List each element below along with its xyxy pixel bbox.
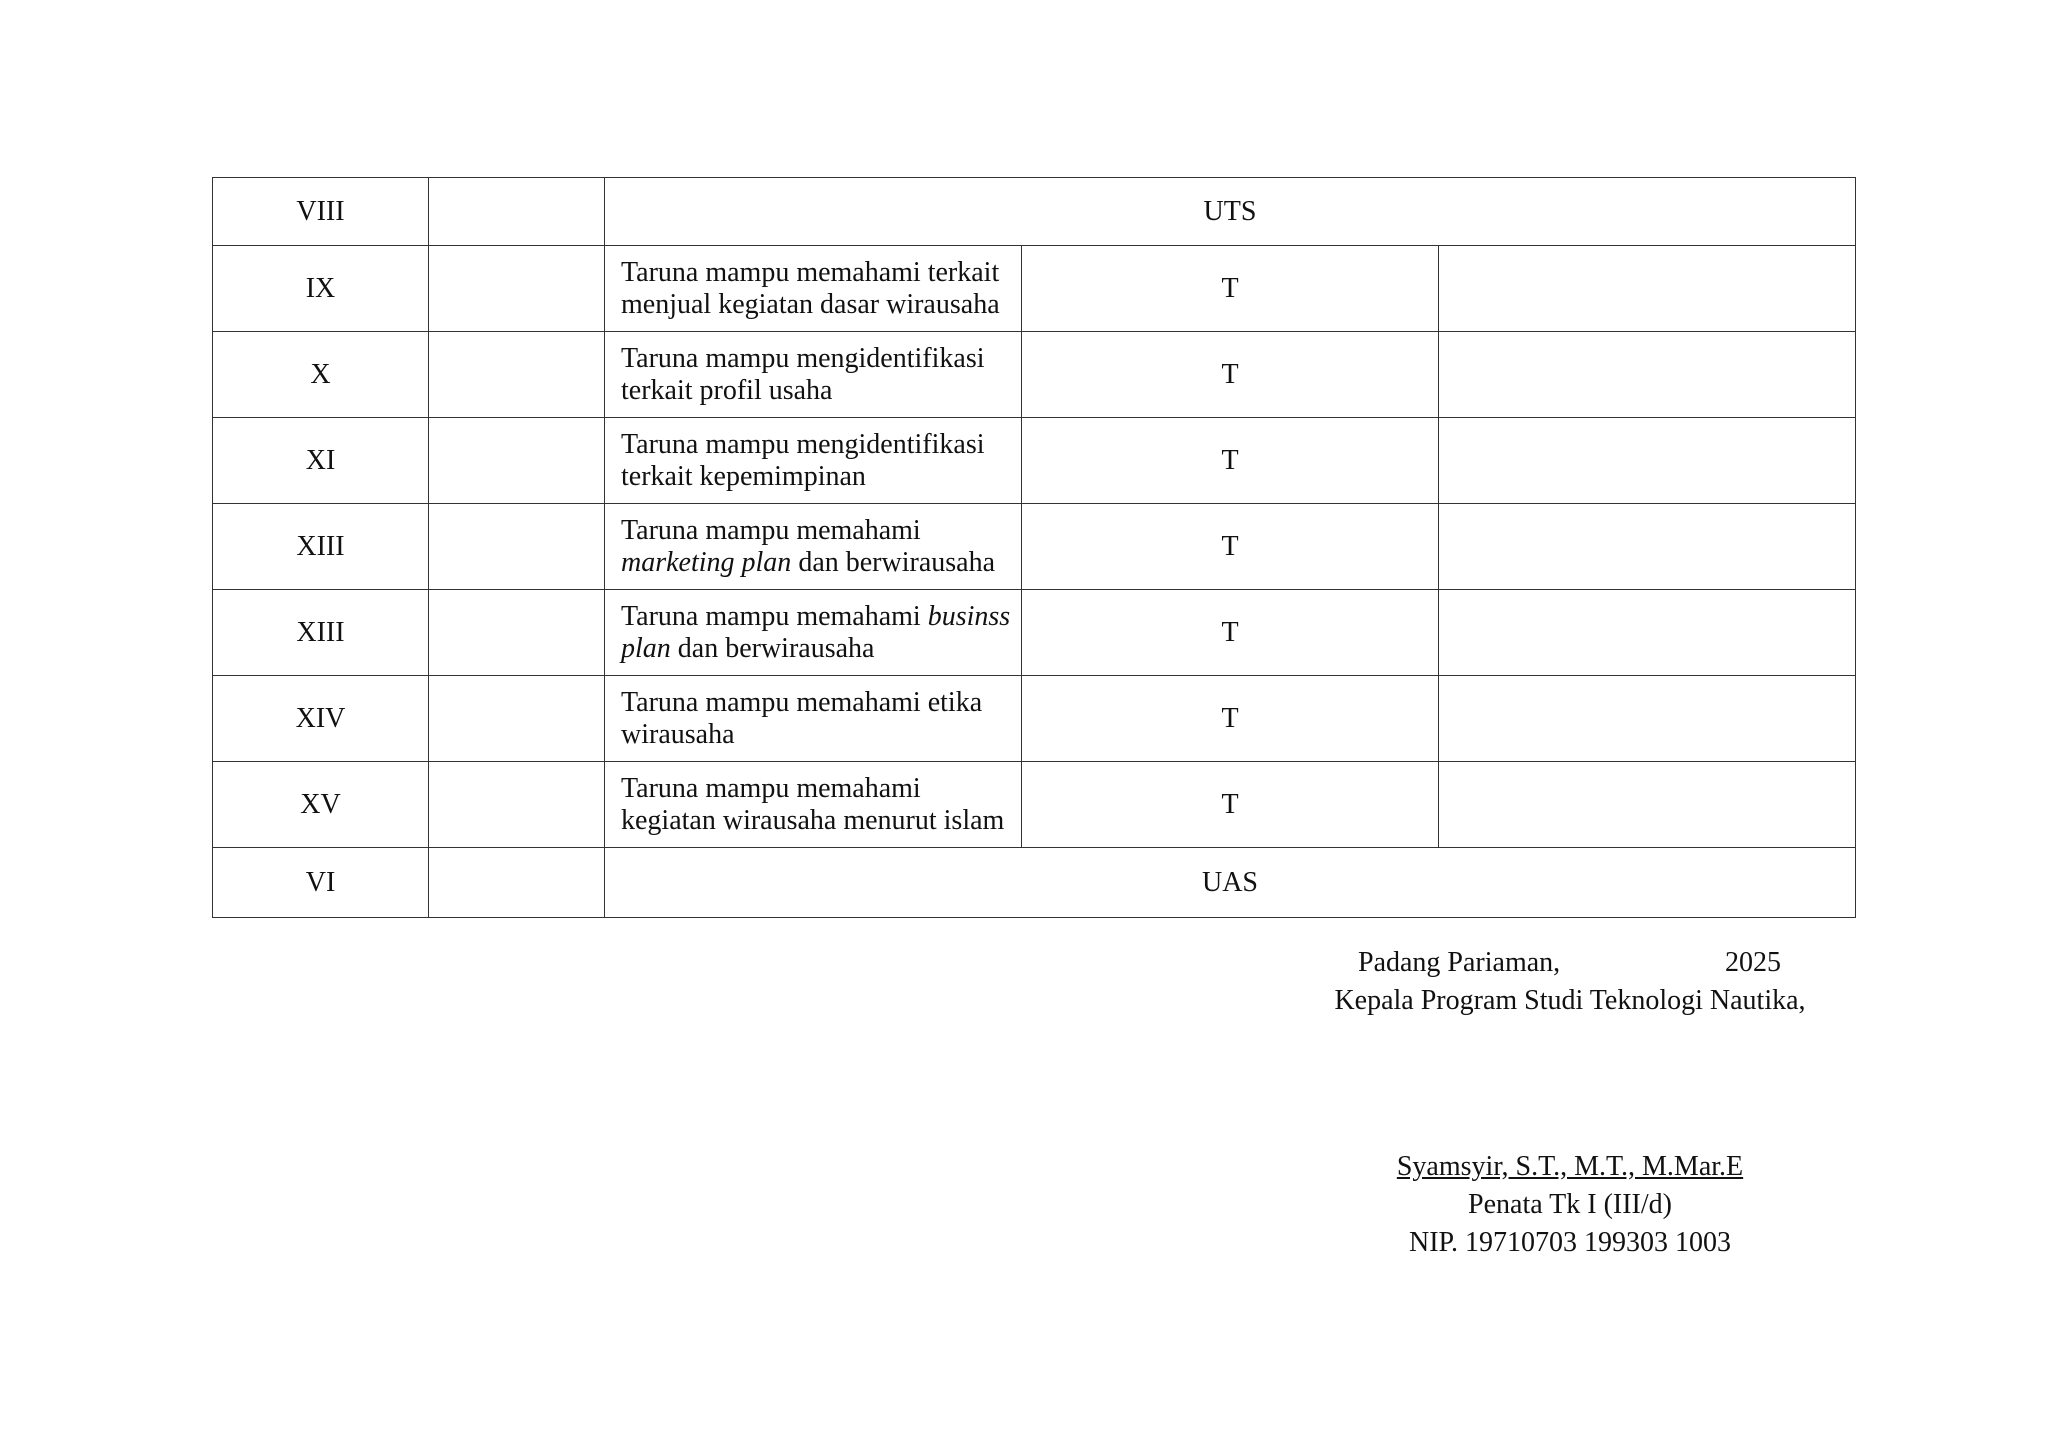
blank-cell bbox=[429, 418, 605, 504]
week-cell: VIII bbox=[213, 178, 429, 246]
week-cell: IX bbox=[213, 246, 429, 332]
type-cell: T bbox=[1022, 762, 1439, 848]
description-cell bbox=[605, 676, 1022, 762]
blank-cell bbox=[429, 848, 605, 918]
uas-label-cell: UAS bbox=[605, 848, 1856, 918]
signature-block bbox=[1240, 944, 1900, 1262]
week-cell: XI bbox=[213, 418, 429, 504]
table-row bbox=[213, 762, 1856, 848]
description-italic-term: marketing plan bbox=[621, 546, 792, 578]
description-cell bbox=[605, 504, 1022, 590]
week-cell: X bbox=[213, 332, 429, 418]
type-cell: T bbox=[1022, 676, 1439, 762]
description-text: Taruna mampu memahami bbox=[621, 514, 921, 546]
description-text: Taruna mampu memahami terkait menjual kegiatan dasar wirausaha bbox=[621, 256, 1000, 320]
description-cell bbox=[605, 418, 1022, 504]
empty-cell bbox=[1439, 504, 1856, 590]
uas-row bbox=[213, 848, 1856, 918]
description-text: Taruna mampu memahami bbox=[621, 600, 928, 632]
uts-label-cell: UTS bbox=[605, 178, 1856, 246]
type-cell: T bbox=[1022, 418, 1439, 504]
blank-cell bbox=[429, 762, 605, 848]
description-text: Taruna mampu memahami etika wirausaha bbox=[621, 686, 983, 750]
table-row bbox=[213, 590, 1856, 676]
place-date-line bbox=[1240, 944, 1900, 982]
description-cell bbox=[605, 762, 1022, 848]
type-cell: T bbox=[1022, 246, 1439, 332]
signatory-name: Syamsyir, S.T., M.T., M.Mar.E bbox=[1396, 1151, 1744, 1182]
signature-space bbox=[1240, 1020, 1900, 1148]
blank-cell bbox=[429, 178, 605, 246]
year-text: 2025 bbox=[1725, 947, 1781, 978]
signatory-nip: NIP. 19710703 199303 1003 bbox=[1408, 1227, 1731, 1258]
description-text: dan berwirausaha bbox=[670, 632, 875, 664]
schedule-table-body bbox=[213, 178, 1856, 918]
type-cell: T bbox=[1022, 332, 1439, 418]
description-italic-term: businss plan bbox=[621, 600, 1011, 664]
empty-cell bbox=[1439, 246, 1856, 332]
week-cell: XV bbox=[213, 762, 429, 848]
empty-cell bbox=[1439, 762, 1856, 848]
description-text: Taruna mampu mengidentifikasi terkait profil usaha bbox=[621, 342, 985, 406]
position-title: Kepala Program Studi Teknologi Nautika, bbox=[1334, 985, 1806, 1016]
description-text: Taruna mampu mengidentifikasi terkait kepemimpinan bbox=[621, 428, 985, 492]
schedule-table bbox=[212, 177, 1856, 918]
table-row bbox=[213, 332, 1856, 418]
week-cell: XIII bbox=[213, 504, 429, 590]
description-text: Taruna mampu memahami kegiatan wirausaha menurut islam bbox=[621, 772, 1005, 836]
blank-cell bbox=[429, 246, 605, 332]
description-cell bbox=[605, 590, 1022, 676]
empty-cell bbox=[1439, 676, 1856, 762]
blank-cell bbox=[429, 332, 605, 418]
uts-row bbox=[213, 178, 1856, 246]
blank-cell bbox=[429, 504, 605, 590]
blank-cell bbox=[429, 590, 605, 676]
blank-cell bbox=[429, 676, 605, 762]
empty-cell bbox=[1439, 590, 1856, 676]
week-cell: XIII bbox=[213, 590, 429, 676]
table-row bbox=[213, 418, 1856, 504]
empty-cell bbox=[1439, 332, 1856, 418]
type-cell: T bbox=[1022, 504, 1439, 590]
place-text: Padang Pariaman, bbox=[1358, 947, 1561, 978]
description-cell bbox=[605, 246, 1022, 332]
signatory-rank: Penata Tk I (III/d) bbox=[1468, 1189, 1672, 1220]
description-text: dan berwirausaha bbox=[791, 546, 995, 578]
table-row bbox=[213, 676, 1856, 762]
type-cell: T bbox=[1022, 590, 1439, 676]
week-cell: VI bbox=[213, 848, 429, 918]
empty-cell bbox=[1439, 418, 1856, 504]
description-cell bbox=[605, 332, 1022, 418]
table-row bbox=[213, 504, 1856, 590]
week-cell: XIV bbox=[213, 676, 429, 762]
table-row bbox=[213, 246, 1856, 332]
